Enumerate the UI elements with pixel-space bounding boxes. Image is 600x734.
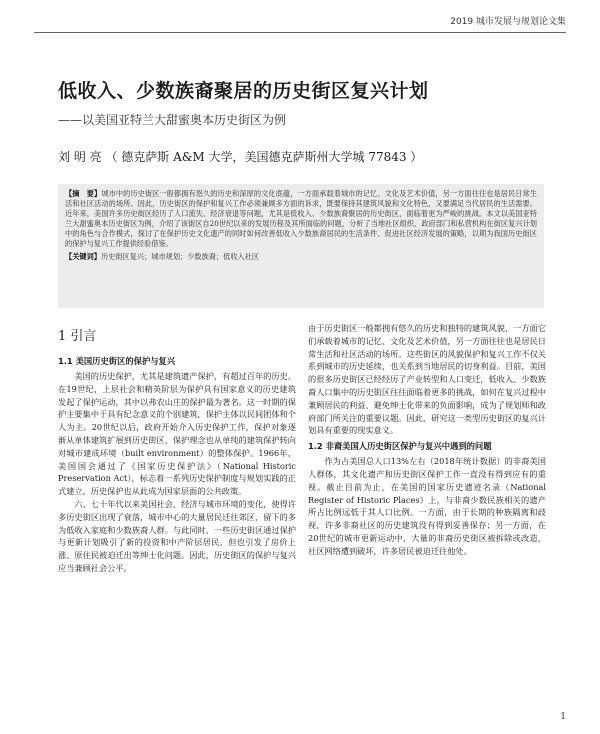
keywords-text: 历史街区复兴；城市规划；少数族裔；低收入社区 — [100, 251, 260, 261]
author-line: 刘 明 亮 （ 德克萨斯 A&M 大学，美国德克萨斯州大学城 77843 ） — [58, 150, 423, 164]
body-paragraph: 六、七十年代以来美国社会、经济与城市环境的变化，使得许多历史街区出现了衰落，城市中心的大量居民迁往郊区，留下的多为低收入家庭和少数族裔人群。与此同时，一些历史街区通过保护与更新计划吸引了新的投资和中产阶层居民，但也引发了房价上涨、原住民被迫迁出等绅士化问题。因此，历史街区的保护与复兴应当兼顾社会公平。 — [58, 498, 296, 573]
abstract-label: 【摘 要】 — [65, 189, 102, 198]
keywords-label: 【关键词】 — [65, 251, 101, 261]
subsection-heading-1-1: 1.1 美国历史街区的保护与复兴 — [58, 356, 176, 366]
body-paragraph: 美国的历史保护，尤其是建筑遗产保护，有超过百年的历史。在19世纪，上层社会和精英阶层为保护具有国家意义的历史建筑发起了保护运动，其中以弗农山庄的保护最为著名。这一时期的保护主要集中于具有纪念意义的个别建筑，保护主体以民间团体和个人为主。20世纪以后，政府开始介入历史保护工作，保护对象逐渐从单体建筑扩展到历史街区，保护理念也从单纯的建筑保护转向对城市建成环境（built environment）的整体保护。1966年，美国国会通过了《国家历史保护法》（National Historic Preservation Act），标志着一系列历史保护制度与规划实践的正式建立，历史保护也从此成为国家层面的公共政策。 — [58, 371, 296, 497]
page-number: 1 — [560, 712, 566, 722]
section-heading-intro: 1 引言 — [58, 329, 97, 344]
page-subtitle: ——以美国亚特兰大甜蜜奥本历史街区为例 — [58, 113, 287, 127]
right-column — [308, 322, 546, 558]
abstract — [65, 189, 537, 250]
subsection-heading-1-2: 1.2 非裔美国人历史街区保护与复兴中遇到的问题 — [308, 441, 492, 452]
header-rule — [34, 32, 566, 33]
page-title: 低收入、少数族裔聚居的历史街区复兴计划 — [58, 80, 429, 102]
abstract-text: 城市中的历史街区一般都拥有悠久的历史和深厚的文化底蕴，一方面承载着城市的记忆、文化及艺术价值，另一方面往往也是居民日常生活和社区活动的场所。因此，历史街区的保护和复兴工作必须兼顾多方面的诉求，既要保持其建筑风貌和文化特色，又要满足当代居民的生活需要。近年来，美国许多历史街区经历了人口流失、经济衰退等问题，尤其是低收入、少数族裔聚居的历史街区，面临着更为严峻的挑战。本文以美国亚特兰大甜蜜奥本历史街区为例，介绍了该街区自20世纪以来的发展历程及其所面临的问题，分析了当地社区组织、政府部门和私营机构在街区复兴计划中的角色与合作模式，探讨了在保护历史文化遗产的同时如何改善低收入少数族裔居民的生活条件、促进社区经济发展的策略，以期为我国历史街区的保护与复兴工作提供经验借鉴。 — [65, 189, 537, 249]
abstract-box — [58, 184, 544, 308]
left-column — [58, 322, 296, 575]
running-header — [0, 8, 600, 36]
body-paragraph: 由于历史街区一般都拥有悠久的历史和独特的建筑风貌，一方面它们承载着城市的记忆、文化及艺术价值，另一方面往往也是居民日常生活和社区活动的场所。这些街区的风貌保护和复兴工作不仅关系到城市的历史延续，也关系到当地居民的切身利益。目前，美国的很多历史街区已经经历了产业转型和人口变迁，低收入、少数族裔人口集中的历史街区往往面临着更多的挑战，如何在复兴过程中兼顾居民的利益、避免绅士化带来的负面影响，成为了规划师和政府部门所关注的重要议题。因此，研究这一类型历史街区的复兴计划具有重要的现实意义。 — [308, 323, 546, 436]
keywords — [65, 251, 537, 262]
body-paragraph: 作为占美国总人口13%左右（2018年统计数据）的非裔美国人群体，其文化遗产和历史街区保护工作一直没有得到应有的重视。截止目前为止，在美国的国家历史遗迹名录（National Register of Historic Places）上，与非裔少数民族相关的遗产所占比例远低于其人口比例。一方面，由于长期的种族隔离和歧视，许多非裔社区的历史建筑没有得到妥善保存；另一方面，在20世纪的城市更新运动中，大量的非裔历史街区被拆除或改造，社区网络遭到破坏，许多居民被迫迁往他处。 — [308, 456, 546, 556]
header-text: 2019 城市发展与规划论文集 — [450, 17, 566, 27]
